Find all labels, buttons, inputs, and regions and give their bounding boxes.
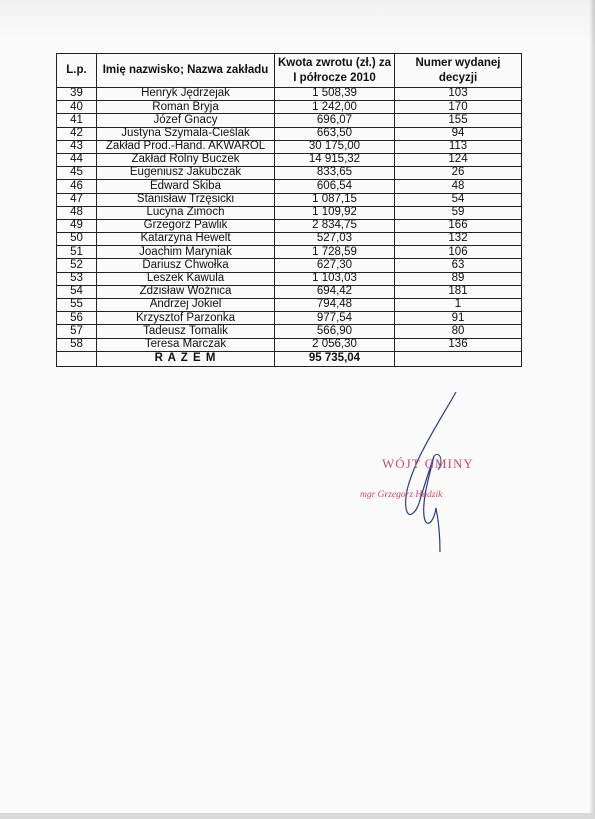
row-decision: 63 (395, 259, 522, 272)
row-name: Justyna Szymala-Cieślak (97, 127, 275, 140)
row-decision: 80 (395, 325, 522, 338)
table-row (57, 206, 522, 219)
row-decision: 59 (395, 206, 522, 219)
row-decision: 106 (395, 246, 522, 259)
total-lp-cell (57, 351, 97, 366)
row-amount: 1 103,03 (275, 272, 395, 285)
row-name: Katarzyna Hewelt (97, 233, 275, 246)
row-amount: 833,65 (275, 167, 395, 180)
table-row (57, 127, 522, 140)
row-amount: 1 087,15 (275, 193, 395, 206)
row-lp: 55 (57, 299, 97, 312)
row-decision: 155 (395, 114, 522, 127)
row-lp: 43 (57, 140, 97, 153)
mayor-stamp (360, 390, 500, 560)
row-decision: 136 (395, 338, 522, 351)
stamp-name: mgr Grzegorz Hadzik (360, 490, 443, 500)
row-decision: 91 (395, 312, 522, 325)
row-decision: 132 (395, 233, 522, 246)
table-row (57, 193, 522, 206)
header-amount-text: Kwota zwrotu (zł.) za I półrocze 2010 (277, 57, 392, 84)
row-lp: 58 (57, 338, 97, 351)
table-row (57, 233, 522, 246)
row-name: Teresa Marczak (97, 338, 275, 351)
table-row (57, 312, 522, 325)
row-amount: 977,54 (275, 312, 395, 325)
row-name: Henryk Jędrzejak (97, 88, 275, 101)
row-lp: 42 (57, 127, 97, 140)
row-decision: 48 (395, 180, 522, 193)
row-amount: 30 175,00 (275, 140, 395, 153)
row-decision: 166 (395, 219, 522, 232)
row-lp: 52 (57, 259, 97, 272)
table-row (57, 101, 522, 114)
table-row (57, 88, 522, 101)
row-amount: 606,54 (275, 180, 395, 193)
row-decision: 181 (395, 285, 522, 298)
row-lp: 53 (57, 272, 97, 285)
row-decision: 124 (395, 153, 522, 166)
table-row (57, 246, 522, 259)
table-body (57, 88, 522, 352)
row-name: Leszek Kawula (97, 272, 275, 285)
row-amount: 566,90 (275, 325, 395, 338)
row-decision: 26 (395, 167, 522, 180)
row-lp: 51 (57, 246, 97, 259)
row-lp: 56 (57, 312, 97, 325)
header-decision-text: Numer wydanej decyzji (415, 57, 501, 84)
row-name: Stanisław Trzęsicki (97, 193, 275, 206)
total-amount: 95 735,04 (275, 351, 395, 366)
row-name: Józef Gnacy (97, 114, 275, 127)
row-name: Lucyna Zimoch (97, 206, 275, 219)
total-decision-cell (395, 351, 522, 366)
table-row (57, 153, 522, 166)
total-label-text: R A Z E M (154, 352, 217, 364)
row-name: Dariusz Chwołka (97, 259, 275, 272)
row-name: Andrzej Jokiel (97, 299, 275, 312)
total-label (97, 351, 275, 366)
row-amount: 1 109,92 (275, 206, 395, 219)
row-decision: 54 (395, 193, 522, 206)
total-row (57, 351, 522, 366)
row-name: Grzegorz Pawlik (97, 219, 275, 232)
row-lp: 44 (57, 153, 97, 166)
header-decision (395, 54, 522, 88)
row-lp: 54 (57, 285, 97, 298)
table-row (57, 180, 522, 193)
header-amount (275, 54, 395, 88)
table-row (57, 219, 522, 232)
row-name: Krzysztof Parzonka (97, 312, 275, 325)
row-lp: 50 (57, 233, 97, 246)
signature-icon (360, 390, 500, 560)
row-name: Zakład Prod.-Hand. AKWAROL (97, 140, 275, 153)
row-name: Edward Skiba (97, 180, 275, 193)
row-name: Eugeniusz Jakubczak (97, 167, 275, 180)
scan-edge-bottom (0, 813, 595, 819)
table-row (57, 272, 522, 285)
table-header-row (57, 54, 522, 88)
row-lp: 40 (57, 101, 97, 114)
row-lp: 49 (57, 219, 97, 232)
row-amount: 1 242,00 (275, 101, 395, 114)
header-lp: L.p. (57, 54, 97, 88)
table-row (57, 325, 522, 338)
table-row (57, 285, 522, 298)
row-decision: 1 (395, 299, 522, 312)
row-amount: 14 915,32 (275, 153, 395, 166)
table-row (57, 140, 522, 153)
row-amount: 794,48 (275, 299, 395, 312)
row-amount: 527,03 (275, 233, 395, 246)
row-amount: 2 834,75 (275, 219, 395, 232)
row-name: Zdzisław Woźnica (97, 285, 275, 298)
row-lp: 39 (57, 88, 97, 101)
scan-shade (0, 0, 595, 48)
row-decision: 89 (395, 272, 522, 285)
row-name: Zakład Rolny Buczek (97, 153, 275, 166)
row-lp: 47 (57, 193, 97, 206)
table-row (57, 259, 522, 272)
row-name: Roman Bryja (97, 101, 275, 114)
stamp-title: WÓJT GMINY (382, 456, 474, 471)
row-amount: 1 508,39 (275, 88, 395, 101)
row-decision: 113 (395, 140, 522, 153)
row-name: Tadeusz Tomalik (97, 325, 275, 338)
row-decision: 170 (395, 101, 522, 114)
row-lp: 45 (57, 167, 97, 180)
row-lp: 48 (57, 206, 97, 219)
row-amount: 696,07 (275, 114, 395, 127)
table-row (57, 167, 522, 180)
scan-edge (589, 0, 595, 819)
row-amount: 694,42 (275, 285, 395, 298)
header-name: Imię nazwisko; Nazwa zakładu (97, 54, 275, 88)
row-decision: 94 (395, 127, 522, 140)
row-amount: 1 728,59 (275, 246, 395, 259)
row-lp: 41 (57, 114, 97, 127)
refund-table (56, 53, 522, 367)
row-amount: 627,30 (275, 259, 395, 272)
row-decision: 103 (395, 88, 522, 101)
row-amount: 663,50 (275, 127, 395, 140)
row-lp: 57 (57, 325, 97, 338)
row-name: Joachim Maryniak (97, 246, 275, 259)
row-amount: 2 056,30 (275, 338, 395, 351)
table-row (57, 114, 522, 127)
table-row (57, 299, 522, 312)
table-row (57, 338, 522, 351)
row-lp: 46 (57, 180, 97, 193)
